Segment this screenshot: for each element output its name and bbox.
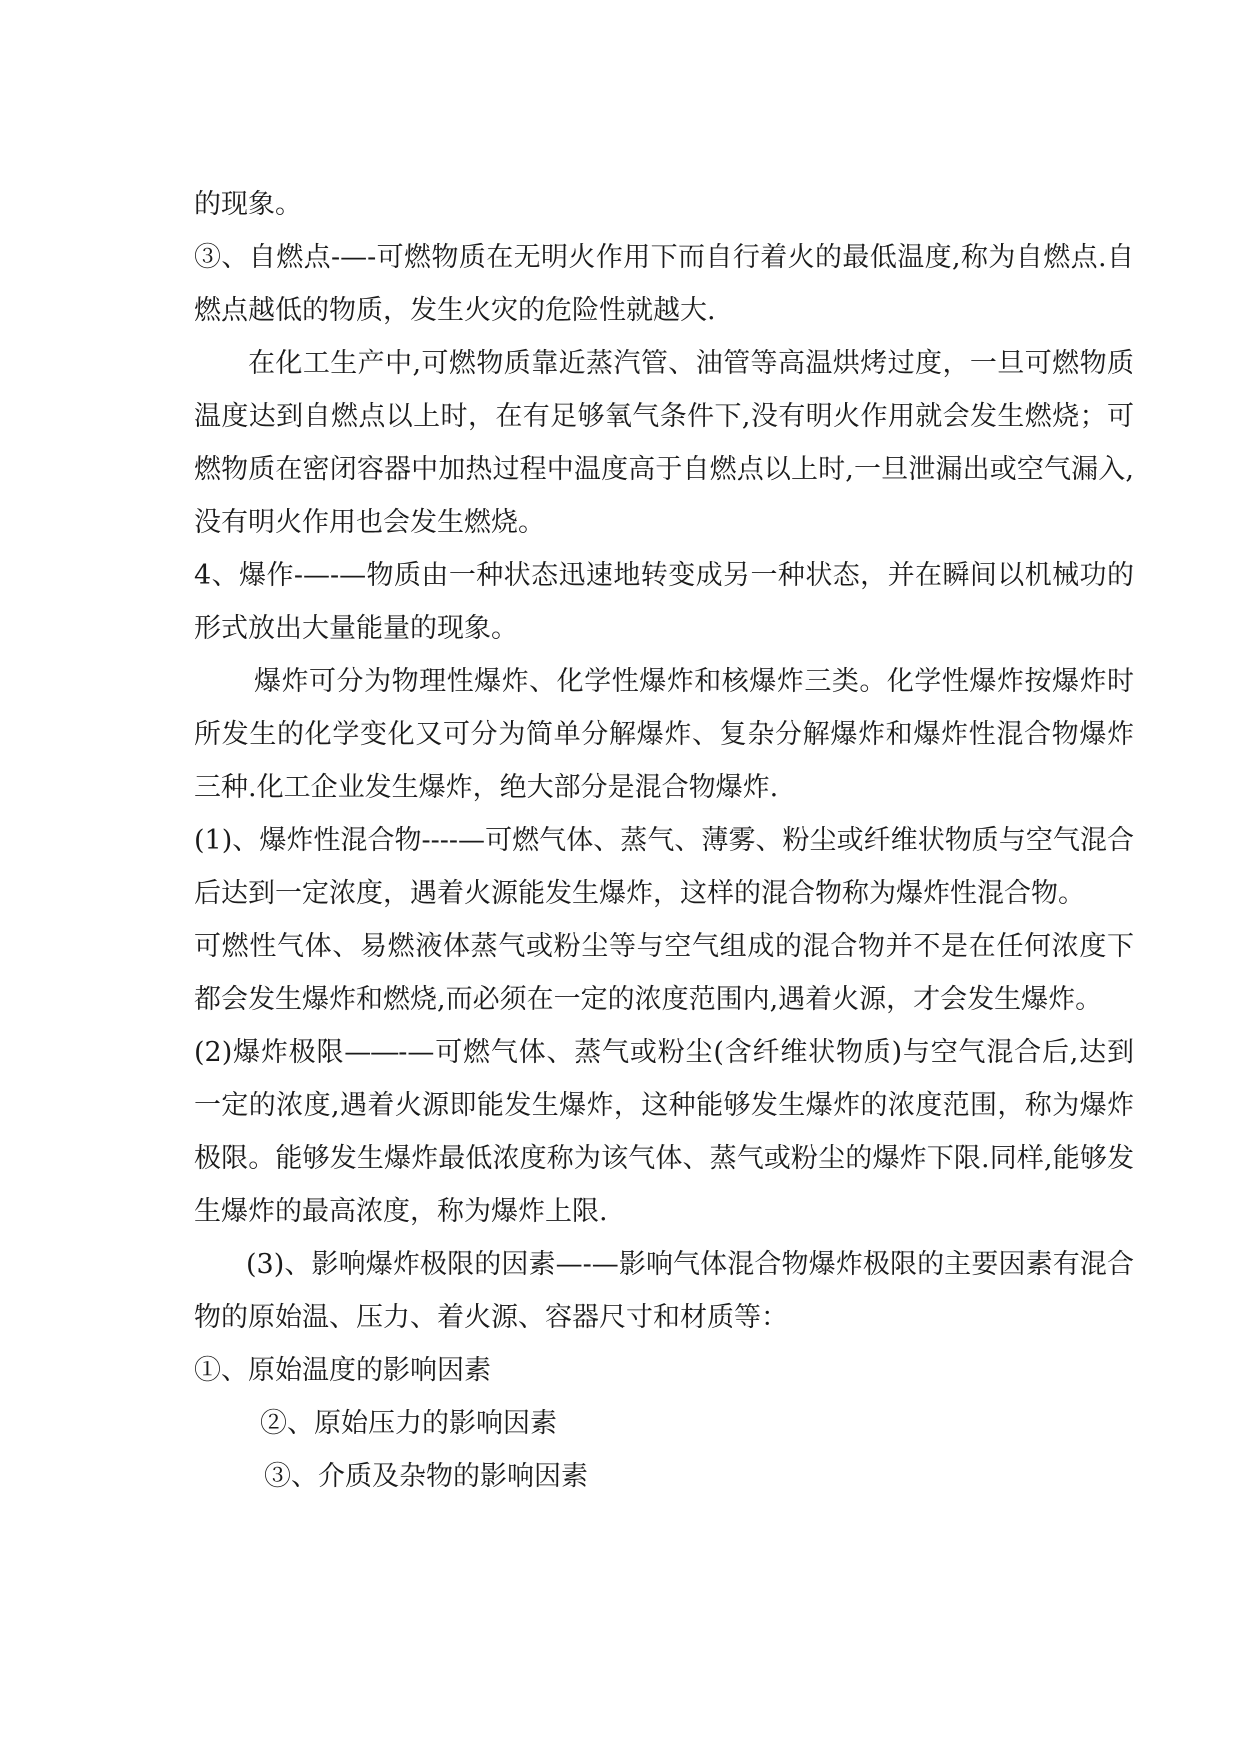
paragraph-explosive-mixture: (1)、爆炸性混合物----—可燃气体、蒸气、薄雾、粉尘或纤维状物质与空气混合后达到一定浓度，遇着火源能发生爆炸，这样的混合物称为爆炸性混合物。	[194, 825, 1134, 909]
paragraph-autoignition-point: ③、自燃点-—-可燃物质在无明火作用下而自行着火的最低温度,称为自燃点.自燃点越低的物质，发生火灾的危险性就越大.	[194, 242, 1134, 326]
list-item-initial-pressure: ②、原始压力的影响因素	[260, 1408, 557, 1439]
paragraph-concentration-range: 可燃性气体、易燃液体蒸气或粉尘等与空气组成的混合物并不是在任何浓度下都会发生爆炸和燃烧,而必须在一定的浓度范围内,遇着火源，才会发生爆炸。	[194, 931, 1134, 1015]
paragraph-chemical-production: 在化工生产中,可燃物质靠近蒸汽管、油管等高温烘烤过度，一旦可燃物质温度达到自燃点以上时，在有足够氧气条件下,没有明火作用就会发生燃烧；可燃物质在密闭容器中加热过程中温度高于自燃点以上时,一旦泄漏出或空气漏入,没有明火作用也会发生燃烧。	[194, 348, 1134, 538]
document-body	[194, 178, 1134, 1503]
paragraph-limit-factors: (3)、影响爆炸极限的因素—-—影响气体混合物爆炸极限的主要因素有混合物的原始温、压力、着火源、容器尺寸和材质等：	[194, 1249, 1134, 1333]
paragraph-explosion-limit: (2)爆炸极限—―-—可燃气体、蒸气或粉尘(含纤维状物质)与空气混合后,达到一定的浓度,遇着火源即能发生爆炸，这种能够发生爆炸的浓度范围，称为爆炸极限。能够发生爆炸最低浓度称为该气体、蒸气或粉尘的爆炸下限.同样,能够发生爆炸的最高浓度，称为爆炸上限.	[194, 1037, 1134, 1227]
list-item-medium-impurities: ③、介质及杂物的影响因素	[264, 1461, 588, 1492]
paragraph-explosion-definition: 4、爆作-—-—物质由一种状态迅速地转变成另一种状态，并在瞬间以机械功的形式放出大量能量的现象。	[194, 560, 1134, 644]
paragraph-explosion-types: 爆炸可分为物理性爆炸、化学性爆炸和核爆炸三类。化学性爆炸按爆炸时所发生的化学变化又可分为简单分解爆炸、复杂分解爆炸和爆炸性混合物爆炸三种.化工企业发生爆炸，绝大部分是混合物爆炸.	[194, 666, 1134, 803]
list-item-initial-temperature: ①、原始温度的影响因素	[194, 1355, 491, 1386]
paragraph-continuation: 的现象。	[194, 189, 302, 220]
